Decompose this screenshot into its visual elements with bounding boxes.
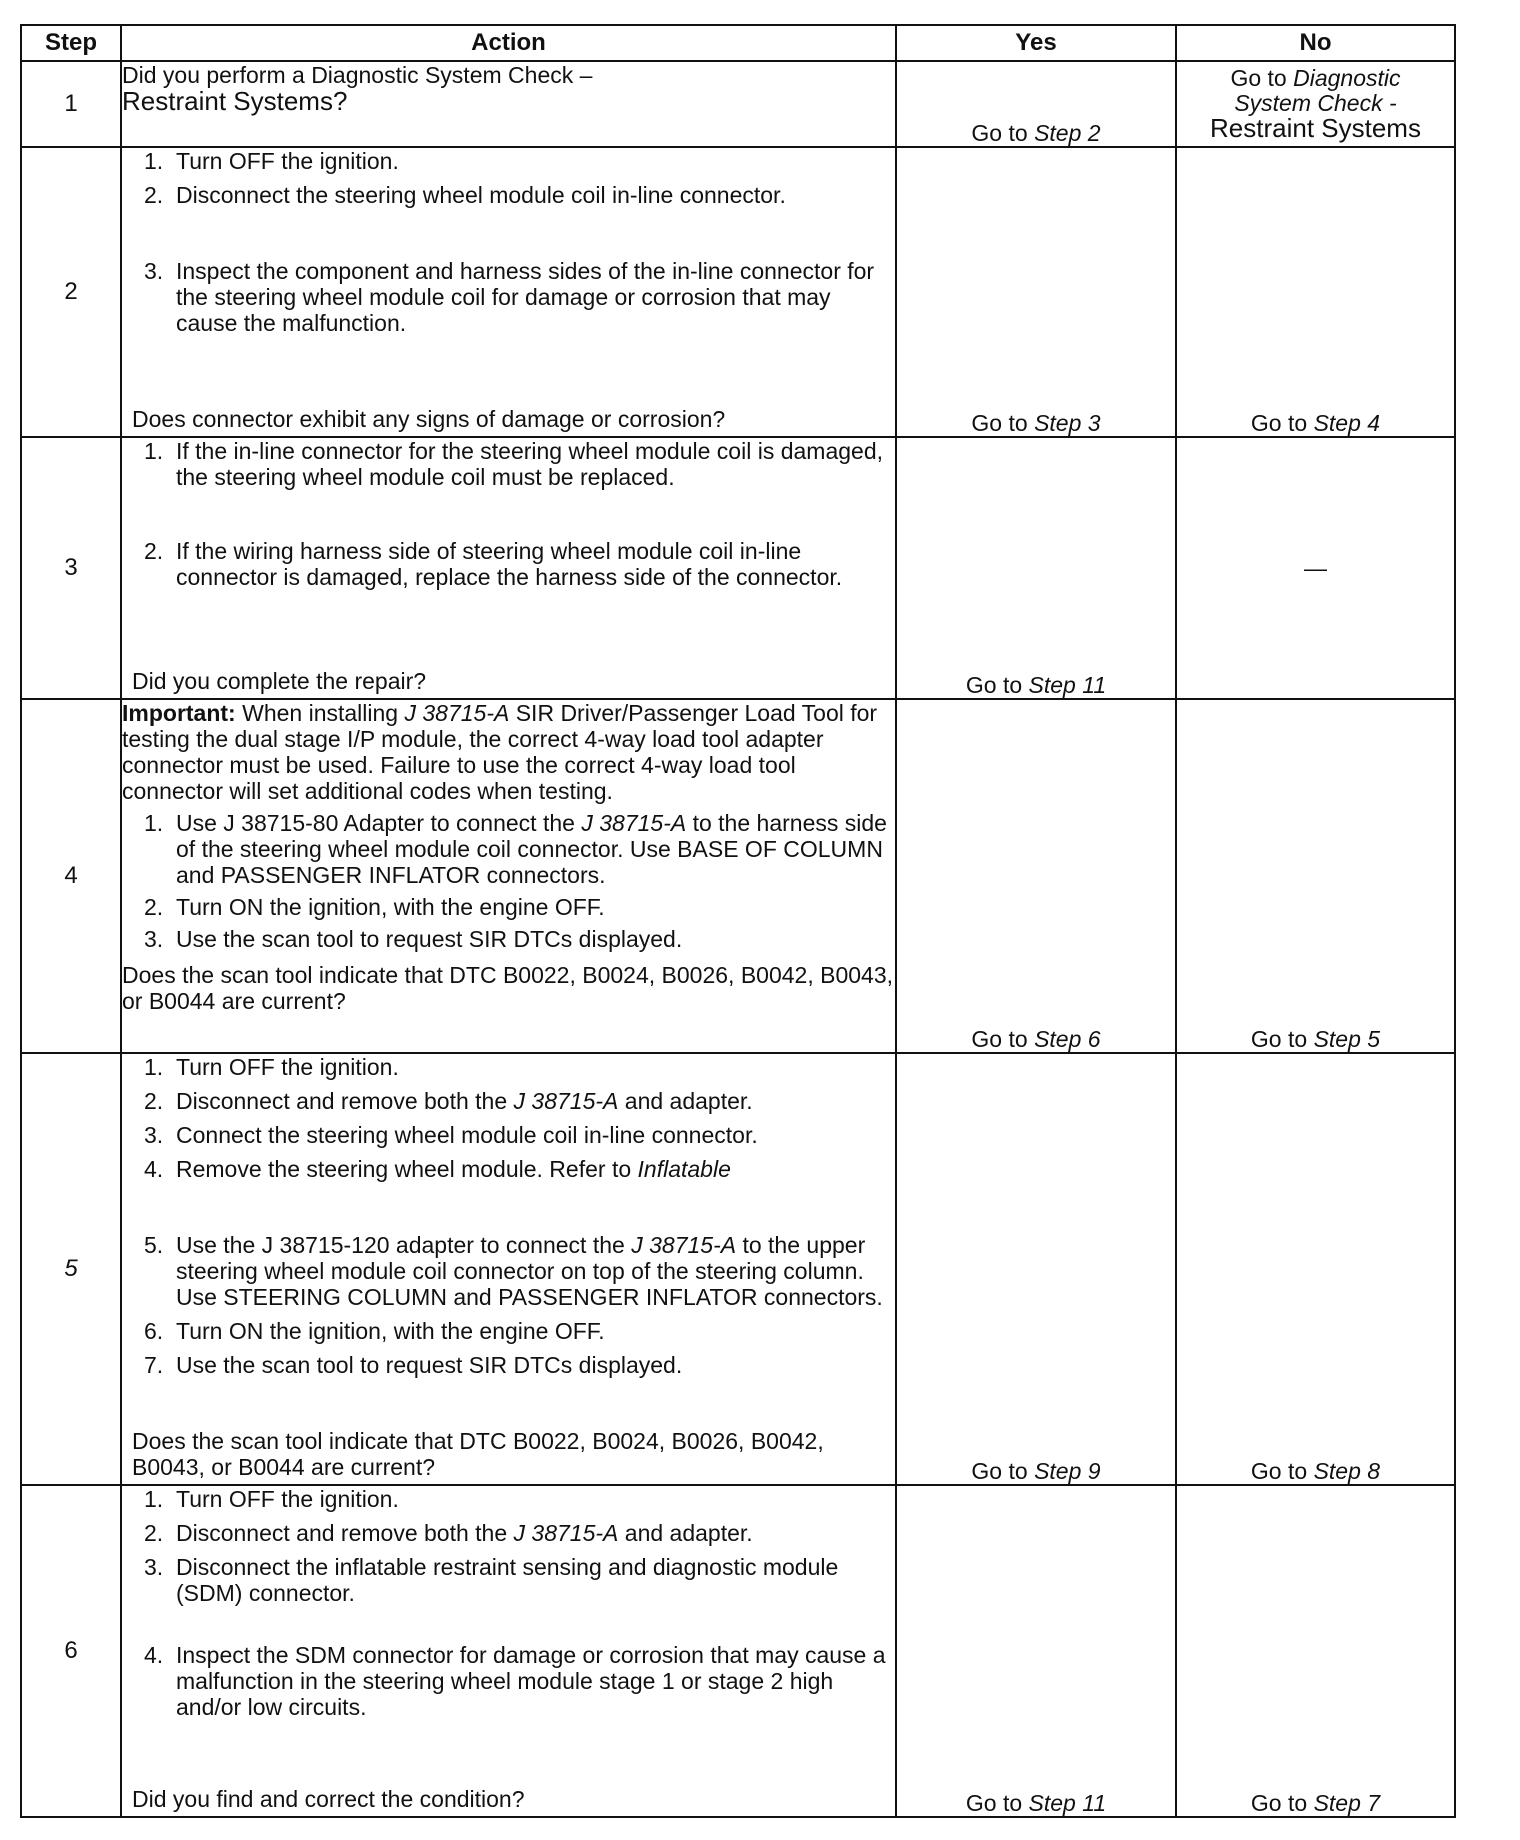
yes-target: Step 2 (1034, 120, 1101, 146)
action-step: 2. If the wiring harness side of steering wheel module coil in-line connector is damaged, replace the harness side of the connector. (144, 538, 843, 590)
action-step: 1. Turn OFF the ignition. (144, 1054, 399, 1080)
no-target: Step 7 (1313, 1790, 1381, 1816)
table-row (21, 437, 1455, 699)
action-step: 1. Turn OFF the ignition. (144, 1486, 399, 1512)
step-number: 4 (21, 699, 121, 1053)
action-steps (122, 810, 895, 952)
yes-target: Step 11 (1028, 1790, 1107, 1816)
action-step: 1. Turn OFF the ignition. (144, 148, 399, 174)
goto-label: Go to (971, 120, 1028, 146)
table-header-row (21, 25, 1455, 61)
no-target: Diagnostic (1293, 65, 1401, 91)
step-number: 2 (21, 147, 121, 437)
action-step: 4. Inspect the SDM connector for damage or corrosion that may cause a malfunction in the steering wheel module stage 1 or stage 2 high and/or low circuits. (144, 1642, 886, 1720)
action-steps (122, 1054, 895, 1378)
yes-result (896, 1053, 1176, 1485)
goto-label: Go to (965, 672, 1023, 698)
yes-target: Step 11 (1028, 672, 1107, 698)
action-question-continued: Restraint Systems? (122, 86, 348, 116)
yes-result (896, 147, 1176, 437)
goto-label: Go to (1250, 1790, 1308, 1816)
action-step: 6. Turn ON the ignition, with the engine OFF. (144, 1318, 605, 1344)
action-step: 2. Disconnect the steering wheel module coil in-line connector. (144, 182, 786, 208)
diagnostic-table (20, 24, 1456, 1818)
action-step: 1. Use J 38715-80 Adapter to connect the J 38715-A to the harness side of the steering wheel module coil connector. Use BASE OF COLUMN and PASSENGER INFLATOR connectors. (144, 810, 887, 888)
goto-label: Go to (965, 1790, 1023, 1816)
no-target-continued: Restraint Systems (1210, 113, 1421, 143)
no-target: Step 5 (1313, 1026, 1381, 1052)
action-step: 3. Disconnect the inflatable restraint sensing and diagnostic module (SDM) connector. (144, 1554, 839, 1606)
action-step: 3. Connect the steering wheel module coil in-line connector. (144, 1122, 758, 1148)
step-number: 1 (21, 61, 121, 147)
header-step: Step (21, 25, 121, 61)
action-steps (122, 1486, 895, 1720)
yes-target: Step 3 (1034, 410, 1101, 436)
action-question: Did you perform a Diagnostic System Check – (122, 62, 593, 88)
goto-label: Go to (1250, 1458, 1308, 1484)
action-step: 1. If the in-line connector for the steering wheel module coil is damaged, the steering wheel module coil must be replaced. (144, 438, 884, 490)
action-question: Did you complete the repair? (132, 668, 427, 694)
action-step: 2. Disconnect and remove both the J 38715-A and adapter. (144, 1088, 753, 1114)
goto-label: Go to (971, 410, 1028, 436)
no-result (1176, 1053, 1455, 1485)
no-result (1176, 699, 1455, 1053)
step-number: 6 (21, 1485, 121, 1817)
action-step: 2. Disconnect and remove both the J 38715-A and adapter. (144, 1520, 753, 1546)
table-row (21, 699, 1455, 1053)
no-result (1176, 1485, 1455, 1817)
important-note: Important: When installing J 38715-A SIR Driver/Passenger Load Tool for testing the dual stage I/P module, the correct 4-way load tool adapter connector must be used. Failure to use the correct 4-way load tool connector will set additional codes when testing. (122, 700, 878, 804)
table-row (21, 147, 1455, 437)
action-cell (121, 1053, 896, 1485)
action-steps (122, 148, 895, 336)
yes-target: Step 9 (1034, 1458, 1101, 1484)
tool-reference: J 38715-A (404, 700, 510, 726)
action-question: Does the scan tool indicate that DTC B0022, B0024, B0026, B0042, B0043, or B0044 are current? (122, 962, 894, 1014)
action-cell (121, 699, 896, 1053)
action-step: 4. Remove the steering wheel module. Refer to Inflatable (144, 1156, 731, 1182)
important-label: Important: (122, 700, 236, 726)
action-step: 3. Inspect the component and harness sides of the in-line connector for the steering wheel module coil for damage or corrosion that may cause the malfunction. (144, 258, 875, 336)
action-cell (121, 147, 896, 437)
action-steps (122, 438, 895, 590)
yes-result (896, 699, 1176, 1053)
action-cell (121, 61, 896, 147)
header-no: No (1176, 25, 1455, 61)
step-number: 3 (21, 437, 121, 699)
table-row (21, 1485, 1455, 1817)
header-action: Action (121, 25, 896, 61)
action-step: 2. Turn ON the ignition, with the engine OFF. (144, 894, 605, 920)
goto-label: Go to (971, 1026, 1028, 1052)
action-step: 3. Use the scan tool to request SIR DTCs displayed. (144, 926, 683, 952)
no-result: — (1176, 437, 1455, 699)
yes-result (896, 61, 1176, 147)
goto-label: Go to (971, 1458, 1028, 1484)
action-question: Does the scan tool indicate that DTC B0022, B0024, B0026, B0042, B0043, or B0044 are current? (132, 1428, 824, 1480)
action-step: 7. Use the scan tool to request SIR DTCs displayed. (144, 1352, 683, 1378)
no-target: Step 4 (1313, 410, 1381, 436)
goto-label: Go to (1250, 1026, 1308, 1052)
yes-target: Step 6 (1034, 1026, 1101, 1052)
action-step: 5. Use the J 38715-120 adapter to connect the J 38715-A to the upper steering wheel module coil connector on top of the steering column. Use STEERING COLUMN and PASSENGER INFLATOR connectors. (144, 1232, 883, 1310)
yes-result (896, 1485, 1176, 1817)
no-result (1176, 147, 1455, 437)
action-question: Did you find and correct the condition? (132, 1786, 525, 1812)
action-cell (121, 1485, 896, 1817)
no-result (1176, 61, 1455, 147)
no-target: Step 8 (1313, 1458, 1381, 1484)
yes-result (896, 437, 1176, 699)
step-number: 5 (21, 1053, 121, 1485)
table-row (21, 1053, 1455, 1485)
action-question: Does connector exhibit any signs of damage or corrosion? (132, 406, 726, 432)
action-cell (121, 437, 896, 699)
no-target-continued: System Check - (1234, 90, 1397, 116)
goto-label: Go to (1230, 65, 1287, 91)
header-yes: Yes (896, 25, 1176, 61)
table-row (21, 61, 1455, 147)
goto-label: Go to (1250, 410, 1308, 436)
